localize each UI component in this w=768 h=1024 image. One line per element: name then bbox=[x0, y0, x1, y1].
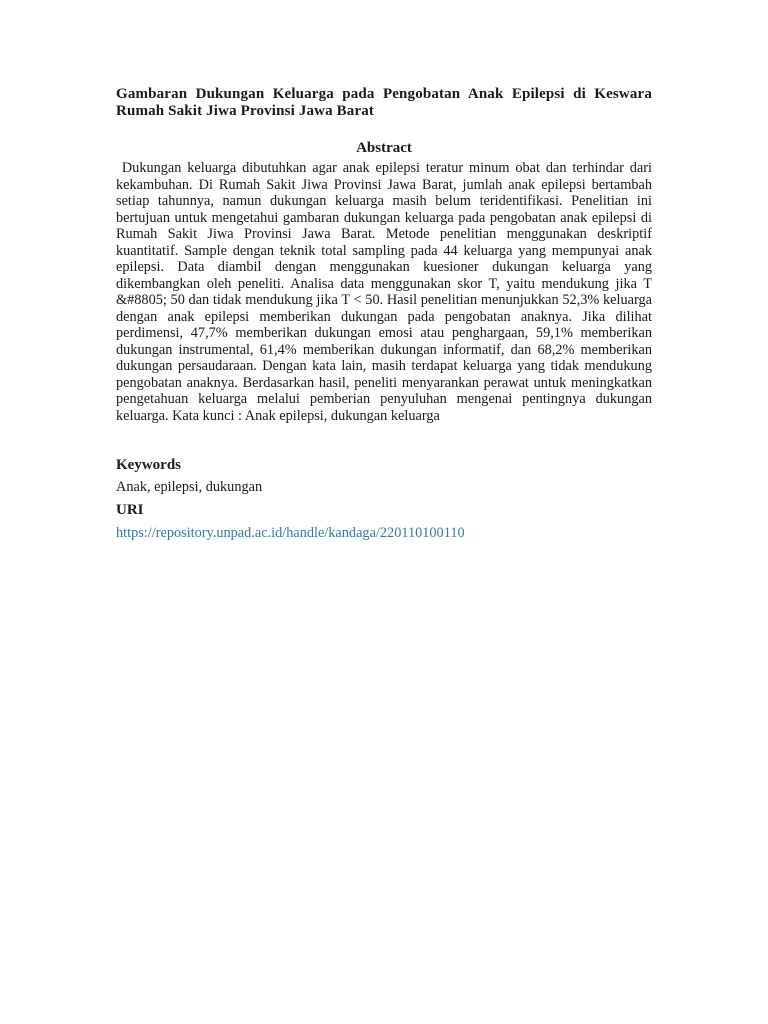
keywords-value: Anak, epilepsi, dukungan bbox=[116, 479, 263, 495]
document-page bbox=[116, 86, 656, 542]
document-title: Gambaran Dukungan Keluarga pada Pengobatan Anak Epilepsi di Keswara Rumah Sakit Jiwa Provinsi Jawa Barat bbox=[116, 86, 652, 119]
uri-heading: URI bbox=[116, 502, 144, 518]
abstract-text: Dukungan keluarga dibutuhkan agar anak epilepsi teratur minum obat dan terhindar dari kekambuhan. Di Rumah Sakit Jiwa Provinsi Jawa Barat, jumlah anak epilepsi bertambah setiap tahunnya, namun dukungan keluarga masih belum teridentifikasi. Penelitian ini bertujuan untuk mengetahui gambaran dukungan keluarga pada pengobatan anak epilepsi di Rumah Sakit Jiwa Provinsi Jawa Barat. Metode penelitian menggunakan deskriptif kuantitatif. Sample dengan teknik total sampling pada 44 keluarga yang mempunyai anak epilepsi. Data diambil dengan menggunakan kuesioner dukungan keluarga yang dikembangkan oleh peneliti. Analisa data menggunakan skor T, yaitu mendukung jika T &#8805; 50 dan tidak mendukung jika T < 50. Hasil penelitian menunjukkan 52,3% keluarga dengan anak epilepsi memberikan dukungan pada pengobatan anaknya. Jika dilihat perdimensi, 47,7% memberikan dukungan emosi atau penghargaan, 59,1% memberikan dukungan instrumental, 61,4% memberikan dukungan informatif, dan 68,2% memberikan dukungan persaudaraan. Dengan kata lain, masih terdapat keluarga yang tidak mendukung pengobatan anaknya. Berdasarkan hasil, peneliti menyarankan perawat untuk meningkatkan pengetahuan keluarga melalui pemberian penyuluhan mengenai pentingnya dukungan keluarga. Kata kunci : Anak epilepsi, dukungan keluarga bbox=[116, 160, 656, 424]
abstract-heading: Abstract bbox=[356, 140, 412, 156]
uri-link[interactable]: https://repository.unpad.ac.id/handle/kandaga/220110100110 bbox=[116, 525, 465, 541]
keywords-heading: Keywords bbox=[116, 457, 181, 473]
